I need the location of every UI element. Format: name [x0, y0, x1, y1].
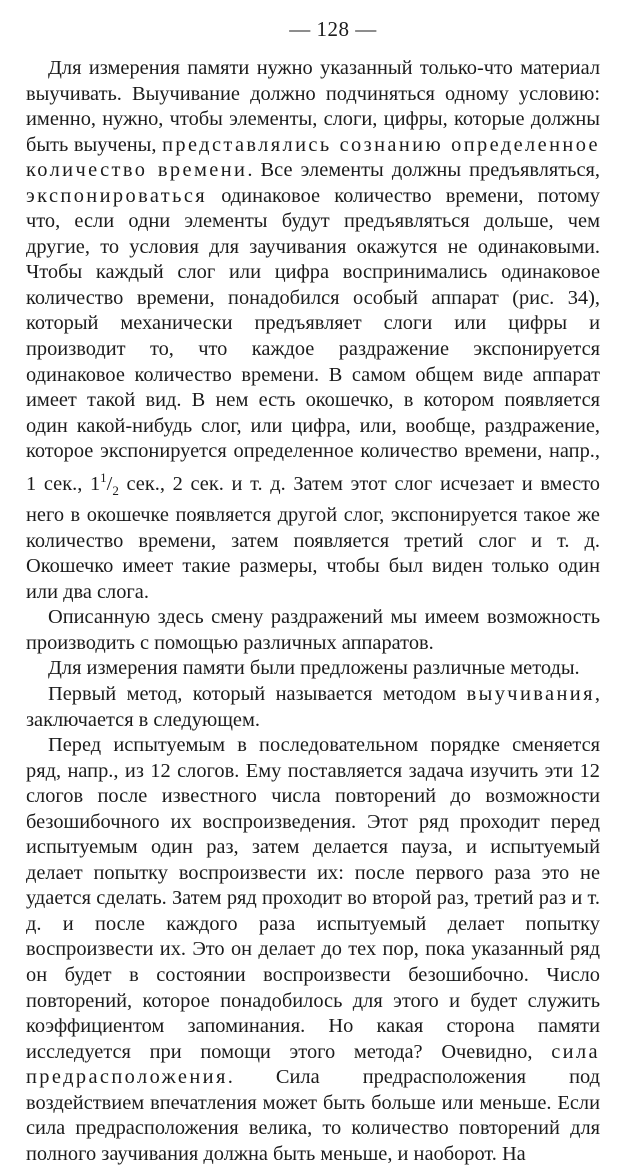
emphasized-text: сила предрасположения [26, 1040, 600, 1089]
page-number: — 128 — [289, 17, 377, 41]
text-run: . Сила предрасположения под воздействием впечатления может быть больше или меньше. Если сила предрасположения велика, то количество повторений для полного заучивания должна быть меньше, и наоборот. На [26, 1066, 600, 1165]
emphasized-text: выучивания [466, 683, 595, 705]
paragraph [26, 605, 600, 656]
text-run: 1 [100, 469, 107, 485]
text-run: Перед испытуемым в последовательном порядке сменяется ряд, напр., из 12 слогов. Ему поставляется задача изучить эти 12 слогов после известного числа повторений до возможности безошибочного их воспроизведения. Этот ряд проходит перед испытуемым один раз, затем делается пауза, и испытуемый делает попытку воспроизвести их: после первого раза это не удается сделать. Затем ряд проходит во второй раз, третий раз и т. д. и после каждого раза испытуемый делает попытку воспроизвести их. Это он делает до тех пор, пока указанный ряд он будет в состоянии воспроизвести безошибочно. Число повторений, которое понадобилось для этого и будет служить коэффициентом запоминания. Но какая сторона памяти исследуется при помощи этого метода? Очевидно, [26, 734, 600, 1063]
paragraph [26, 733, 600, 1167]
paragraph [26, 656, 600, 682]
paragraph [26, 56, 600, 605]
text-run: / [106, 472, 113, 495]
text-run: , заключается в следующем. [26, 683, 600, 731]
text-run: Для измерения памяти нужно указанный только-что материал выучивать. Выучивание должно подчиняться одному условию: именно, нужно, чтобы элементы, слоги, цифры, которые должны быть выучены, [26, 57, 600, 156]
text-run: Описанную здесь смену раздражений мы имеем возможность производить с помощью различных аппаратов. [26, 606, 600, 654]
text-run: сек., 2 сек. и т. д. Затем этот слог исчезает и вместо него в окошечке появляется другой слог, экспонируется такое же количество времени, затем появляется третий слог и т. д. Окошечко имеет такие размеры, чтобы был виден только один или два слога. [26, 472, 600, 603]
body-text [26, 56, 600, 1167]
text-run: . Все элементы должны предъявляться, [247, 159, 600, 182]
text-run: Первый метод, который называется методом [48, 683, 467, 705]
text-run: Для измерения памяти были предложены различные методы. [48, 657, 580, 680]
text-run: одинаковое количество времени, потому что, если одни элементы будут предъявляться дольше, чем другие, то условия для заучивания окажутся не одинаковыми. Чтобы каждый слог или цифра воспринимались одинаковое количество времени, понадобился особый аппарат (рис. 34), который механически предъявляет слоги или цифры и производит то, что каждое раздражение экспонируется одинаковое количество времени. В самом общем виде аппарат имеет такой вид. В нем есть окошечко, в котором появляется один какой-нибудь слог, или цифра, или, вообще, раздражение, которое экспонируется определенное количество времени, напр., 1 сек., 1 [26, 184, 600, 495]
text-run: 2 [112, 482, 119, 498]
emphasized-text: представлялись сознанию определенное количество времени [26, 133, 600, 182]
emphasized-text: экспонироваться [26, 184, 208, 207]
paragraph [26, 682, 600, 733]
